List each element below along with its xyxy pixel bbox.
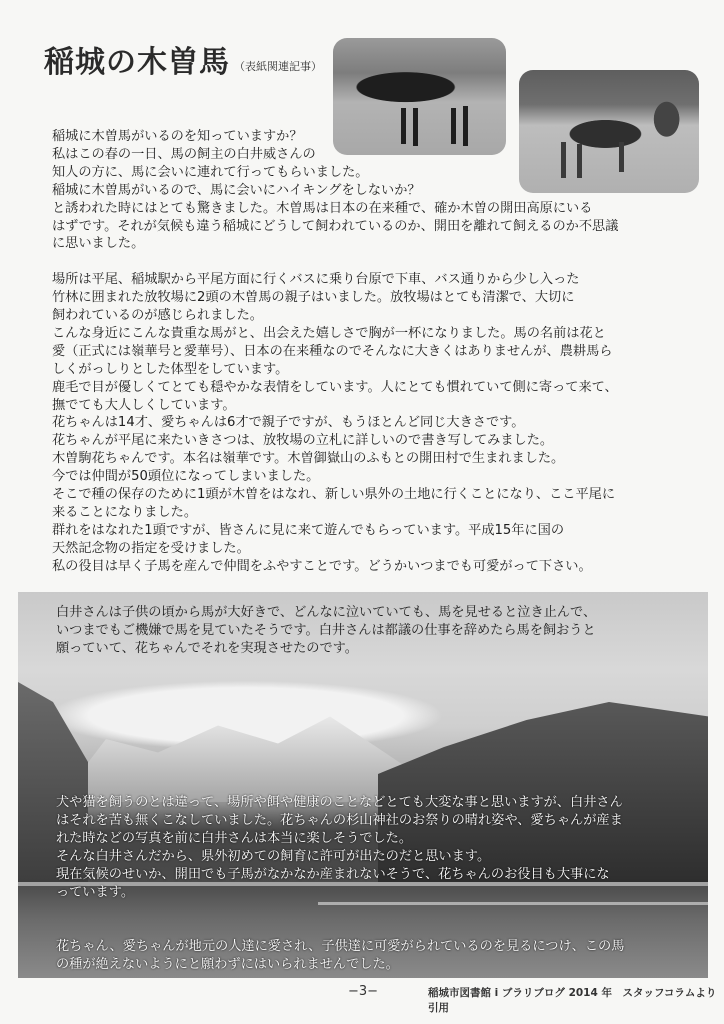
body-line: はずです。それが気候も違う稲城にどうして飼われているのか、開田を離れて飼えるのか不思議 (52, 218, 619, 234)
body-line: しくがっしりとした体型をしています。 (52, 361, 289, 377)
body-line: 知人の方に、馬に会いに連れて行ってもらいました。 (52, 164, 369, 180)
overlay-line: いつまでもご機嫌で馬を見ていたそうです。白井さんは都議の仕事を辞めたら馬を飼おうと (56, 622, 596, 638)
body-line: 今では仲間が50頭位になってしまいました。 (52, 469, 320, 485)
overlay-paragraph-1 (56, 604, 596, 658)
overlay-line: の種が絶えないようにと願わずにはいられませんでした。 (56, 956, 399, 972)
overlay-paragraph-3 (56, 938, 624, 974)
article-header (44, 46, 322, 80)
overlay-paragraph-2 (56, 794, 623, 901)
landscape-photo (18, 592, 708, 978)
overlay-line: 白井さんは子供の頃から馬が大好きで、どんなに泣いていても、馬を見せると泣き止んで、 (56, 605, 597, 620)
overlay-line: 現在気候のせいか、開田でも子馬がなかなか産まれないそうで、花ちゃんのお役目も大事にな (56, 866, 610, 882)
body-line: 竹林に囲まれた放牧場に2頭の木曽馬の親子はいました。放牧場はとても清潔で、大切に (52, 290, 575, 306)
body-line: に思いました。 (52, 236, 145, 252)
body-line: 稲城に木曽馬がいるので、馬に会いにハイキングをしないか？ (52, 182, 421, 198)
body-line: 花ちゃんが平尾に来たいきさつは、放牧場の立札に詳しいので書き写してみました。 (52, 433, 554, 449)
body-line: 私の役目は早く子馬を産んで仲間をふやすことです。どうかいつまでも可愛がって下さい。 (52, 558, 592, 574)
body-line: 私はこの春の一日、馬の飼主の白井威さんの (52, 146, 316, 162)
body-line: 鹿毛で目が優しくてとても穏やかな表情をしています。人にとても慣れていて側に寄って来て、 (52, 379, 618, 395)
page-number: −3− (348, 984, 379, 999)
article-body (52, 128, 702, 576)
page-title: 稲城の木曽馬 (44, 45, 230, 80)
overlay-line: 花ちゃん、愛ちゃんが地元の人達に愛され、子供達に可愛がられているのを見るにつけ、この馬 (56, 939, 625, 954)
body-line: 群れをはなれた1頭ですが、皆さんに見に来て遊んでもらっています。平成15年に国の (52, 522, 565, 538)
body-line: こんな身近にこんな貴重な馬がと、出会えた嬉しさで胸が一杯になりました。馬の名前は花と (52, 325, 606, 341)
overlay-line: っています。 (56, 884, 135, 900)
body-line: 撫でても大人しくしています。 (52, 397, 236, 413)
body-line: 愛（正式には嶺華号と愛華号）、日本の在来種なのでそんなに大きくはありませんが、農耕馬ら (52, 343, 613, 359)
body-line: 花ちゃんは14才、愛ちゃんは6才で親子ですが、もうほとんど同じ大きさです。 (52, 415, 525, 431)
paragraph-gap (52, 253, 702, 271)
body-line: 場所は平尾、稲城駅から平尾方面に行くバスに乗り台原で下車、バス通りから少し入った (52, 272, 580, 288)
body-line: と誘われた時にはとても驚きました。木曽馬は日本の在来種で、確か木曽の開田高原にいる (52, 200, 593, 216)
overlay-line: そんな白井さんだから、県外初めての飼育に許可が出たのだと思います。 (56, 848, 491, 864)
body-line: そこで種の保存のために1頭が木曽をはなれ、新しい県外の土地に行くことになり、ここ平尾に (52, 487, 616, 503)
overlay-line: 犬や猫を飼うのとは違って、場所や餌や健康のことなどとても大変な事と思いますが、白井さん (56, 795, 623, 810)
overlay-line: れた時などの写真を前に白井さんは本当に楽しそうでした。 (56, 830, 413, 846)
body-line: 稲城に木曽馬がいるのを知っていますか？ (52, 129, 303, 144)
body-line: 木曽駒花ちゃんです。本名は嶺華です。木曽御嶽山のふもとの開田村で生まれました。 (52, 451, 565, 467)
source-citation: 稲城市図書館 i ブラリブログ 2014 年 スタッフコラムより引用 (428, 987, 717, 1014)
body-line: 来ることになりました。 (52, 505, 198, 521)
page-subtitle: （表紙関連記事） (234, 60, 322, 73)
overlay-line: はそれを苦も無くこなしていました。花ちゃんの杉山神社のお祭りの晴れ姿や、愛ちゃんが産ま (56, 812, 623, 828)
fence-rail (318, 902, 708, 905)
overlay-line: 願っていて、花ちゃんでそれを実現させたのです。 (56, 640, 358, 656)
body-line: 飼われているのが感じられました。 (52, 308, 263, 324)
body-line: 天然記念物の指定を受けました。 (52, 540, 250, 556)
